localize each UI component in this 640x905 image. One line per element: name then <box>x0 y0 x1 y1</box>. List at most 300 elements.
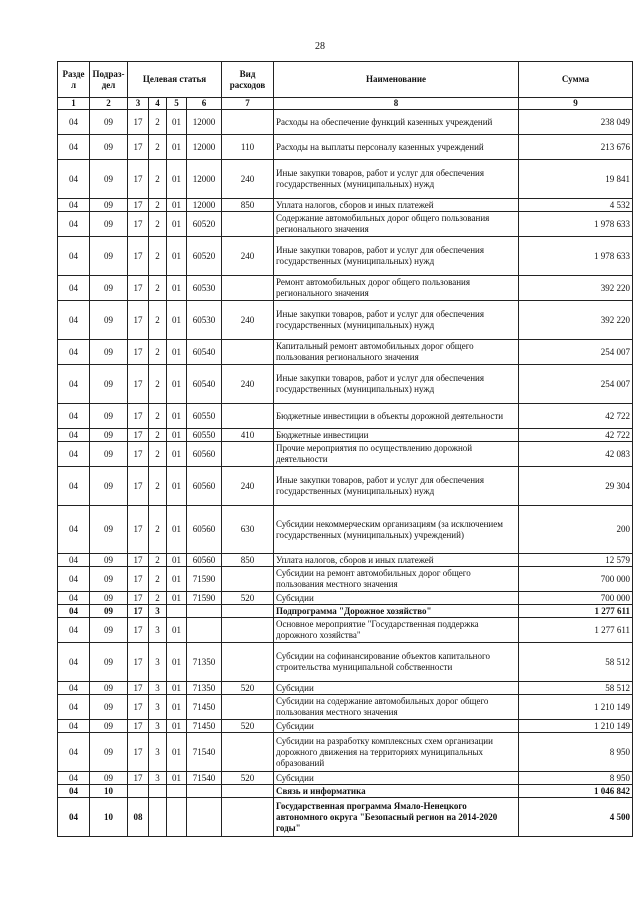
cell-name: Содержание автомобильных дорог общего пользования регионального значения <box>274 212 519 237</box>
cell-program: 17 <box>128 199 149 212</box>
cell-razdel: 04 <box>58 442 90 467</box>
cell-vid-rashodov <box>222 404 274 429</box>
cell-direction: 60560 <box>187 554 222 567</box>
cell-vid-rashodov: 520 <box>222 772 274 785</box>
cell-subprogram: 3 <box>149 605 167 618</box>
cell-program: 17 <box>128 135 149 160</box>
cell-name: Иные закупки товаров, работ и услуг для обеспечения государственных (муниципальных) нужд <box>274 301 519 340</box>
cell-event: 01 <box>167 733 187 772</box>
cell-subprogram: 2 <box>149 237 167 276</box>
cell-program: 17 <box>128 592 149 605</box>
cell-razdel: 04 <box>58 237 90 276</box>
cell-direction: 12000 <box>187 199 222 212</box>
cell-vid-rashodov: 520 <box>222 720 274 733</box>
cell-program: 08 <box>128 798 149 837</box>
cell-razdel: 04 <box>58 199 90 212</box>
cell-event: 01 <box>167 682 187 695</box>
cell-sum: 200 <box>519 506 633 554</box>
cell-razdel: 04 <box>58 135 90 160</box>
cell-program: 17 <box>128 682 149 695</box>
cell-sum: 213 676 <box>519 135 633 160</box>
cell-subprogram: 3 <box>149 772 167 785</box>
budget-table-body <box>58 110 633 837</box>
table-row <box>58 404 633 429</box>
cell-program: 17 <box>128 605 149 618</box>
table-row <box>58 365 633 404</box>
cell-podrazdel: 09 <box>90 772 128 785</box>
cell-name: Субсидии на ремонт автомобильных дорог общего пользования местного значения <box>274 567 519 592</box>
table-row <box>58 110 633 135</box>
cell-podrazdel: 09 <box>90 199 128 212</box>
cell-razdel: 04 <box>58 567 90 592</box>
cell-razdel: 04 <box>58 643 90 682</box>
cell-program: 17 <box>128 212 149 237</box>
cell-direction <box>187 618 222 643</box>
cell-razdel: 04 <box>58 798 90 837</box>
cell-event: 01 <box>167 442 187 467</box>
cell-razdel: 04 <box>58 467 90 506</box>
header-podrazdel: Подраз- дел <box>90 62 128 98</box>
cell-vid-rashodov: 630 <box>222 506 274 554</box>
cell-vid-rashodov: 240 <box>222 301 274 340</box>
cell-name: Субсидии на софинансирование объектов капитального строительства муниципальной собственности <box>274 643 519 682</box>
cell-podrazdel: 09 <box>90 135 128 160</box>
cell-name: Иные закупки товаров, работ и услуг для обеспечения государственных (муниципальных) нужд <box>274 237 519 276</box>
cell-sum: 700 000 <box>519 567 633 592</box>
cell-podrazdel: 09 <box>90 276 128 301</box>
cell-podrazdel: 09 <box>90 643 128 682</box>
cell-event: 01 <box>167 554 187 567</box>
cell-name: Уплата налогов, сборов и иных платежей <box>274 199 519 212</box>
cell-podrazdel: 09 <box>90 592 128 605</box>
cell-direction: 60540 <box>187 340 222 365</box>
cell-podrazdel: 09 <box>90 506 128 554</box>
table-row <box>58 340 633 365</box>
cell-razdel: 04 <box>58 592 90 605</box>
cell-program: 17 <box>128 554 149 567</box>
cell-sum: 4 500 <box>519 798 633 837</box>
table-row <box>58 567 633 592</box>
table-row <box>58 643 633 682</box>
cell-podrazdel: 09 <box>90 429 128 442</box>
cell-program: 17 <box>128 567 149 592</box>
cell-vid-rashodov: 850 <box>222 199 274 212</box>
cell-direction <box>187 785 222 798</box>
cell-event: 01 <box>167 467 187 506</box>
cell-vid-rashodov <box>222 643 274 682</box>
cell-subprogram: 2 <box>149 506 167 554</box>
column-number: 9 <box>519 98 633 110</box>
table-row <box>58 798 633 837</box>
cell-sum: 42 722 <box>519 429 633 442</box>
cell-vid-rashodov <box>222 785 274 798</box>
cell-vid-rashodov <box>222 110 274 135</box>
cell-sum: 1 978 633 <box>519 212 633 237</box>
table-row <box>58 695 633 720</box>
cell-podrazdel: 09 <box>90 340 128 365</box>
cell-podrazdel: 09 <box>90 733 128 772</box>
cell-program: 17 <box>128 160 149 199</box>
cell-sum: 254 007 <box>519 365 633 404</box>
cell-subprogram: 2 <box>149 404 167 429</box>
table-row <box>58 135 633 160</box>
cell-subprogram: 3 <box>149 733 167 772</box>
column-number: 5 <box>167 98 187 110</box>
cell-name: Иные закупки товаров, работ и услуг для обеспечения государственных (муниципальных) нужд <box>274 365 519 404</box>
cell-sum: 4 532 <box>519 199 633 212</box>
cell-direction: 60520 <box>187 237 222 276</box>
cell-podrazdel: 09 <box>90 404 128 429</box>
cell-subprogram: 2 <box>149 212 167 237</box>
cell-name: Иные закупки товаров, работ и услуг для обеспечения государственных (муниципальных) нужд <box>274 467 519 506</box>
table-row <box>58 301 633 340</box>
cell-sum: 1 210 149 <box>519 695 633 720</box>
cell-podrazdel: 09 <box>90 554 128 567</box>
cell-subprogram: 2 <box>149 467 167 506</box>
cell-program <box>128 785 149 798</box>
cell-name: Субсидии на разработку комплексных схем организации дорожного движения на территориях муниципальных образований <box>274 733 519 772</box>
table-row <box>58 554 633 567</box>
cell-sum: 1 277 611 <box>519 605 633 618</box>
cell-sum: 8 950 <box>519 772 633 785</box>
cell-razdel: 04 <box>58 605 90 618</box>
cell-sum: 392 220 <box>519 276 633 301</box>
cell-name: Расходы на обеспечение функций казенных учреждений <box>274 110 519 135</box>
table-row <box>58 276 633 301</box>
cell-razdel: 04 <box>58 212 90 237</box>
cell-program: 17 <box>128 720 149 733</box>
cell-event: 01 <box>167 404 187 429</box>
cell-name: Уплата налогов, сборов и иных платежей <box>274 554 519 567</box>
cell-program: 17 <box>128 429 149 442</box>
cell-vid-rashodov: 240 <box>222 160 274 199</box>
cell-subprogram: 2 <box>149 301 167 340</box>
cell-subprogram: 2 <box>149 135 167 160</box>
cell-name: Субсидии <box>274 682 519 695</box>
cell-podrazdel: 09 <box>90 301 128 340</box>
table-row <box>58 592 633 605</box>
cell-sum: 58 512 <box>519 682 633 695</box>
cell-name: Расходы на выплаты персоналу казенных учреждений <box>274 135 519 160</box>
cell-subprogram: 2 <box>149 567 167 592</box>
cell-direction: 12000 <box>187 110 222 135</box>
cell-event <box>167 605 187 618</box>
cell-program: 17 <box>128 404 149 429</box>
cell-vid-rashodov <box>222 605 274 618</box>
cell-podrazdel: 09 <box>90 605 128 618</box>
cell-event: 01 <box>167 365 187 404</box>
table-row <box>58 442 633 467</box>
cell-event: 01 <box>167 340 187 365</box>
cell-sum: 42 083 <box>519 442 633 467</box>
table-row <box>58 785 633 798</box>
cell-direction <box>187 798 222 837</box>
table-row <box>58 506 633 554</box>
cell-podrazdel: 09 <box>90 365 128 404</box>
cell-vid-rashodov: 520 <box>222 682 274 695</box>
cell-direction: 60530 <box>187 301 222 340</box>
header-name: Наименование <box>274 62 519 98</box>
table-row <box>58 237 633 276</box>
cell-razdel: 04 <box>58 733 90 772</box>
cell-subprogram: 3 <box>149 682 167 695</box>
header-celevaya: Целевая статья <box>128 62 222 98</box>
cell-program: 17 <box>128 643 149 682</box>
cell-direction: 60560 <box>187 467 222 506</box>
cell-event: 01 <box>167 276 187 301</box>
cell-event: 01 <box>167 720 187 733</box>
cell-name: Капитальный ремонт автомобильных дорог общего пользования регионального значения <box>274 340 519 365</box>
cell-event: 01 <box>167 212 187 237</box>
column-number: 8 <box>274 98 519 110</box>
column-number: 6 <box>187 98 222 110</box>
cell-subprogram: 2 <box>149 592 167 605</box>
cell-vid-rashodov <box>222 567 274 592</box>
page-number: 28 <box>315 41 325 52</box>
column-number-row <box>58 98 633 110</box>
cell-subprogram: 2 <box>149 110 167 135</box>
cell-event: 01 <box>167 506 187 554</box>
cell-podrazdel: 09 <box>90 467 128 506</box>
column-number: 1 <box>58 98 90 110</box>
cell-event: 01 <box>167 237 187 276</box>
cell-vid-rashodov <box>222 798 274 837</box>
cell-event: 01 <box>167 160 187 199</box>
cell-vid-rashodov: 240 <box>222 467 274 506</box>
cell-event: 01 <box>167 199 187 212</box>
table-row <box>58 772 633 785</box>
cell-name: Субсидии <box>274 720 519 733</box>
cell-name: Субсидии на содержание автомобильных дорог общего пользования местного значения <box>274 695 519 720</box>
cell-razdel: 04 <box>58 429 90 442</box>
cell-sum: 42 722 <box>519 404 633 429</box>
cell-program: 17 <box>128 276 149 301</box>
cell-subprogram: 2 <box>149 276 167 301</box>
cell-program: 17 <box>128 467 149 506</box>
cell-podrazdel: 10 <box>90 785 128 798</box>
column-number: 3 <box>128 98 149 110</box>
cell-event: 01 <box>167 643 187 682</box>
cell-razdel: 04 <box>58 110 90 135</box>
cell-name: Подпрограмма "Дорожное хозяйство" <box>274 605 519 618</box>
cell-program: 17 <box>128 110 149 135</box>
cell-direction: 71590 <box>187 592 222 605</box>
cell-name: Прочие мероприятия по осуществлению дорожной деятельности <box>274 442 519 467</box>
cell-direction: 60520 <box>187 212 222 237</box>
cell-event: 01 <box>167 110 187 135</box>
cell-razdel: 04 <box>58 365 90 404</box>
cell-direction <box>187 605 222 618</box>
table-row <box>58 733 633 772</box>
cell-vid-rashodov: 240 <box>222 237 274 276</box>
cell-direction: 12000 <box>187 160 222 199</box>
cell-razdel: 04 <box>58 682 90 695</box>
cell-program: 17 <box>128 442 149 467</box>
cell-sum: 19 841 <box>519 160 633 199</box>
cell-podrazdel: 09 <box>90 212 128 237</box>
cell-direction: 12000 <box>187 135 222 160</box>
cell-event <box>167 798 187 837</box>
table-row <box>58 682 633 695</box>
cell-vid-rashodov <box>222 695 274 720</box>
cell-direction: 71450 <box>187 695 222 720</box>
table-row <box>58 720 633 733</box>
header-sum: Сумма <box>519 62 633 98</box>
cell-event: 01 <box>167 135 187 160</box>
cell-subprogram <box>149 798 167 837</box>
table-row <box>58 467 633 506</box>
cell-direction: 71350 <box>187 643 222 682</box>
cell-name: Бюджетные инвестиции в объекты дорожной деятельности <box>274 404 519 429</box>
column-number: 7 <box>222 98 274 110</box>
cell-name: Субсидии <box>274 772 519 785</box>
cell-subprogram: 3 <box>149 720 167 733</box>
cell-program: 17 <box>128 301 149 340</box>
cell-vid-rashodov: 240 <box>222 365 274 404</box>
cell-podrazdel: 09 <box>90 237 128 276</box>
cell-name: Связь и информатика <box>274 785 519 798</box>
cell-razdel: 04 <box>58 404 90 429</box>
cell-podrazdel: 09 <box>90 442 128 467</box>
cell-direction: 60530 <box>187 276 222 301</box>
cell-name: Бюджетные инвестиции <box>274 429 519 442</box>
cell-event: 01 <box>167 592 187 605</box>
table-row <box>58 212 633 237</box>
cell-vid-rashodov <box>222 340 274 365</box>
cell-direction: 71450 <box>187 720 222 733</box>
cell-vid-rashodov: 850 <box>222 554 274 567</box>
cell-razdel: 04 <box>58 618 90 643</box>
cell-subprogram: 3 <box>149 618 167 643</box>
cell-program: 17 <box>128 237 149 276</box>
cell-sum: 1 978 633 <box>519 237 633 276</box>
cell-name: Иные закупки товаров, работ и услуг для обеспечения государственных (муниципальных) нужд <box>274 160 519 199</box>
cell-vid-rashodov: 520 <box>222 592 274 605</box>
cell-program: 17 <box>128 772 149 785</box>
cell-name: Ремонт автомобильных дорог общего пользования регионального значения <box>274 276 519 301</box>
cell-direction: 60550 <box>187 404 222 429</box>
table-row <box>58 605 633 618</box>
cell-razdel: 04 <box>58 160 90 199</box>
table-row <box>58 160 633 199</box>
cell-subprogram: 3 <box>149 643 167 682</box>
header-razdel: Разде л <box>58 62 90 98</box>
cell-razdel: 04 <box>58 340 90 365</box>
cell-vid-rashodov <box>222 442 274 467</box>
table-row <box>58 199 633 212</box>
cell-sum: 58 512 <box>519 643 633 682</box>
cell-event: 01 <box>167 695 187 720</box>
cell-vid-rashodov <box>222 618 274 643</box>
cell-podrazdel: 09 <box>90 695 128 720</box>
cell-direction: 71350 <box>187 682 222 695</box>
cell-sum: 1 210 149 <box>519 720 633 733</box>
cell-subprogram: 2 <box>149 554 167 567</box>
cell-sum: 700 000 <box>519 592 633 605</box>
cell-subprogram: 2 <box>149 365 167 404</box>
cell-razdel: 04 <box>58 695 90 720</box>
cell-sum: 8 950 <box>519 733 633 772</box>
cell-razdel: 04 <box>58 720 90 733</box>
cell-razdel: 04 <box>58 301 90 340</box>
cell-vid-rashodov <box>222 733 274 772</box>
cell-name: Государственная программа Ямало-Ненецкого автономного округа "Безопасный регион на 2014-2020 годы" <box>274 798 519 837</box>
cell-sum: 254 007 <box>519 340 633 365</box>
cell-event: 01 <box>167 429 187 442</box>
cell-program: 17 <box>128 695 149 720</box>
cell-event: 01 <box>167 301 187 340</box>
cell-subprogram: 2 <box>149 199 167 212</box>
cell-sum: 29 304 <box>519 467 633 506</box>
cell-direction: 60560 <box>187 442 222 467</box>
column-number: 4 <box>149 98 167 110</box>
cell-podrazdel: 09 <box>90 110 128 135</box>
cell-event: 01 <box>167 772 187 785</box>
cell-subprogram: 2 <box>149 442 167 467</box>
cell-program: 17 <box>128 506 149 554</box>
cell-program: 17 <box>128 618 149 643</box>
cell-subprogram: 2 <box>149 160 167 199</box>
budget-table <box>57 61 633 837</box>
cell-name: Основное мероприятие "Государственная поддержка дорожного хозяйства" <box>274 618 519 643</box>
cell-event: 01 <box>167 618 187 643</box>
cell-direction: 71540 <box>187 733 222 772</box>
header-vid: Вид расходов <box>222 62 274 98</box>
column-number: 2 <box>90 98 128 110</box>
cell-direction: 71590 <box>187 567 222 592</box>
cell-sum: 12 579 <box>519 554 633 567</box>
cell-vid-rashodov: 110 <box>222 135 274 160</box>
cell-podrazdel: 10 <box>90 798 128 837</box>
table-row <box>58 429 633 442</box>
cell-direction: 60550 <box>187 429 222 442</box>
cell-razdel: 04 <box>58 506 90 554</box>
cell-sum: 1 277 611 <box>519 618 633 643</box>
cell-program: 17 <box>128 340 149 365</box>
cell-subprogram: 2 <box>149 340 167 365</box>
cell-sum: 1 046 842 <box>519 785 633 798</box>
cell-razdel: 04 <box>58 554 90 567</box>
header-row <box>58 62 633 98</box>
cell-name: Субсидии <box>274 592 519 605</box>
cell-name: Субсидии некоммерческим организациям (за исключением государственных (муниципальных) учреждений) <box>274 506 519 554</box>
cell-vid-rashodov <box>222 276 274 301</box>
cell-razdel: 04 <box>58 276 90 301</box>
cell-program: 17 <box>128 365 149 404</box>
cell-subprogram: 3 <box>149 695 167 720</box>
cell-sum: 238 049 <box>519 110 633 135</box>
cell-program: 17 <box>128 733 149 772</box>
cell-razdel: 04 <box>58 785 90 798</box>
cell-sum: 392 220 <box>519 301 633 340</box>
cell-event <box>167 785 187 798</box>
cell-direction: 60540 <box>187 365 222 404</box>
cell-subprogram <box>149 785 167 798</box>
cell-podrazdel: 09 <box>90 618 128 643</box>
cell-vid-rashodov <box>222 212 274 237</box>
cell-podrazdel: 09 <box>90 682 128 695</box>
cell-event: 01 <box>167 567 187 592</box>
cell-subprogram: 2 <box>149 429 167 442</box>
cell-vid-rashodov: 410 <box>222 429 274 442</box>
cell-direction: 60560 <box>187 506 222 554</box>
cell-podrazdel: 09 <box>90 567 128 592</box>
cell-razdel: 04 <box>58 772 90 785</box>
cell-direction: 71540 <box>187 772 222 785</box>
cell-podrazdel: 09 <box>90 160 128 199</box>
table-row <box>58 618 633 643</box>
cell-podrazdel: 09 <box>90 720 128 733</box>
